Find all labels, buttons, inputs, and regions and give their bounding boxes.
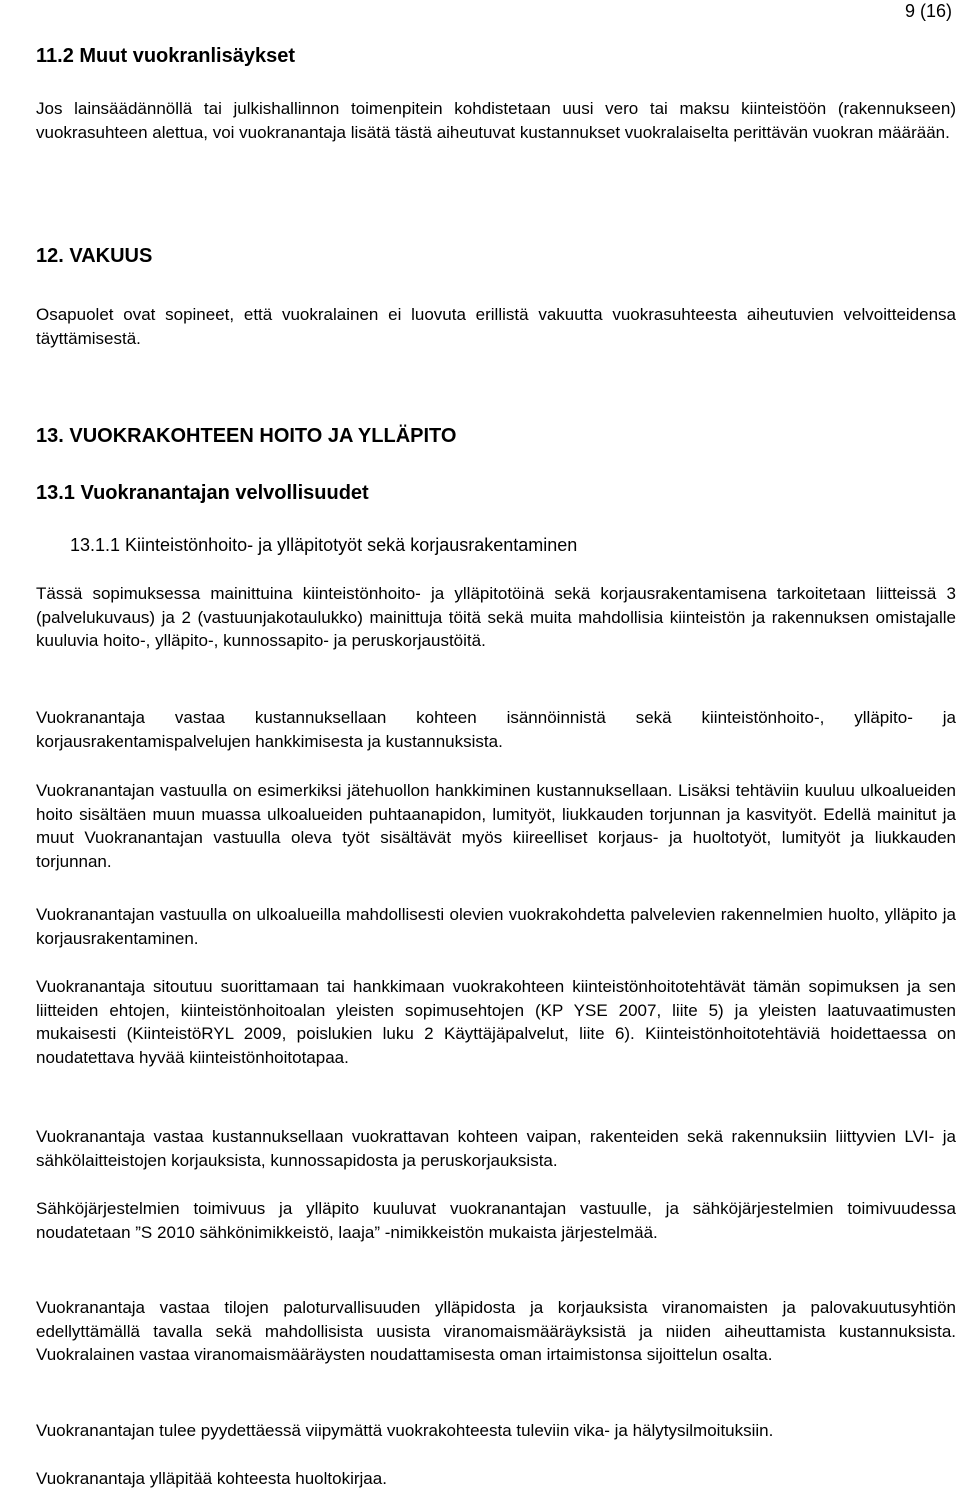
paragraph-definitions: Tässä sopimuksessa mainittuina kiinteistönhoito- ja ylläpitotöinä sekä korjausrakentamisena tarkoitetaan liitteissä 3 (palvelukuvaus) ja 2 (vastuunjakotaulukko) mainittuja töitä sekä muita mahdollisia kiinteistön ja rakennuksen omistajalle kuuluvia hoito-, ylläpito-, kunnossapito- ja peruskorjaustöitä.: [36, 584, 956, 651]
section-11-2-heading: 11.2 Muut vuokranlisäykset: [36, 45, 296, 67]
section-13-heading: 13. VUOKRAKOHTEEN HOITO JA YLLÄPITO: [36, 425, 457, 447]
paragraph-outdoor-structures: Vuokranantajan vastuulla on ulkoalueilla mahdollisesti olevien vuokrakohdetta palvelevien rakennelmien huolto, ylläpito ja korjausrakentaminen.: [36, 905, 956, 948]
paragraph-fault-notifications: Vuokranantajan tulee pyydettäessä viipymättä vuokrakohteesta tuleviin vika- ja hälytysilmoituksiin.: [36, 1421, 774, 1440]
page-number: 9 (16): [904, 1, 952, 21]
section-12-heading: 12. VAKUUS: [36, 245, 153, 267]
paragraph-maintenance-tasks: Vuokranantaja sitoutuu suorittamaan tai hankkimaan vuokrakohteen kiinteistönhoitotehtävät tämän sopimuksen ja sen liitteiden ehtojen, kiinteistönhoitoalan yleisten sopimusehtojen (KP YSE 2007, liite 5) ja yleisten laatuvaatimusten mukaisesti (KiinteistöRYL 2009, poislukien luku 2 Käyttäjäpalvelut, liite 6). Kiinteistönhoitotehtäviä hoidettaessa on noudatettava hyvää kiinteistönhoitotapaa.: [36, 977, 956, 1067]
paragraph-waste-and-outdoor: Vuokranantajan vastuulla on esimerkiksi jätehuollon hankkiminen kustannuksellaan. Lisäksi tehtäviin kuuluu ulkoalueiden hoito sisältäen muun muassa ulkoalueiden puhtaanapidon, lumityöt, liukkauden torjunnan ja kasvityöt. Edellä mainitut ja muut Vuokranantajan vastuulla oleva työt sisältävät myös kiireelliset korjaus- ja huoltotyöt, lumityöt ja liukkauden torjunnan.: [36, 781, 956, 871]
paragraph-fire-safety: Vuokranantaja vastaa tilojen paloturvallisuuden ylläpidosta ja korjauksista viranomaisten ja palovakuutusyhtiön edellyttämällä tavalla sekä mahdollisista uusista viranomaismääräyksistä ja niiden aiheuttamista kustannuksista. Vuokralainen vastaa viranomaismääräysten noudattamisesta oman irtaimistonsa sijoittelun osalta.: [36, 1298, 956, 1365]
section-11-2-paragraph: Jos lainsäädännöllä tai julkishallinnon toimenpitein kohdistetaan uusi vero tai maksu kiinteistöön (rakennukseen) vuokrasuhteen alettua, voi vuokranantaja lisätä tästä aiheutuvat kustannukset vuokralaiselta perittävän vuokran määrään.: [36, 99, 956, 142]
paragraph-property-management: Vuokranantaja vastaa kustannuksellaan kohteen isännöinnistä sekä kiinteistönhoito-, ylläpito- ja korjausrakentamispalvelujen hankkimisesta ja kustannuksista.: [36, 708, 956, 751]
section-13-1-1-heading: 13.1.1 Kiinteistönhoito- ja ylläpitotyöt sekä korjausrakentaminen: [70, 535, 578, 555]
paragraph-building-envelope: Vuokranantaja vastaa kustannuksellaan vuokrattavan kohteen vaipan, rakenteiden sekä rakennuksiin liittyvien LVI- ja sähkölaitteistojen korjauksista, kunnossapidosta ja peruskorjauksista.: [36, 1127, 956, 1170]
section-13-1-heading: 13.1 Vuokranantajan velvollisuudet: [36, 482, 369, 504]
section-12-paragraph: Osapuolet ovat sopineet, että vuokralainen ei luovuta erillistä vakuutta vuokrasuhteesta aiheutuvien velvoitteidensa täyttämisestä.: [36, 305, 956, 348]
paragraph-service-book: Vuokranantaja ylläpitää kohteesta huoltokirjaa.: [36, 1469, 387, 1488]
paragraph-electrical-systems: Sähköjärjestelmien toimivuus ja ylläpito kuuluvat vuokranantajan vastuulle, ja sähköjärjestelmien toimivuudessa noudatetaan ”S 2010 sähkönimikkeistö, laaja” -nimikkeistön mukaista järjestelmää.: [36, 1199, 956, 1242]
